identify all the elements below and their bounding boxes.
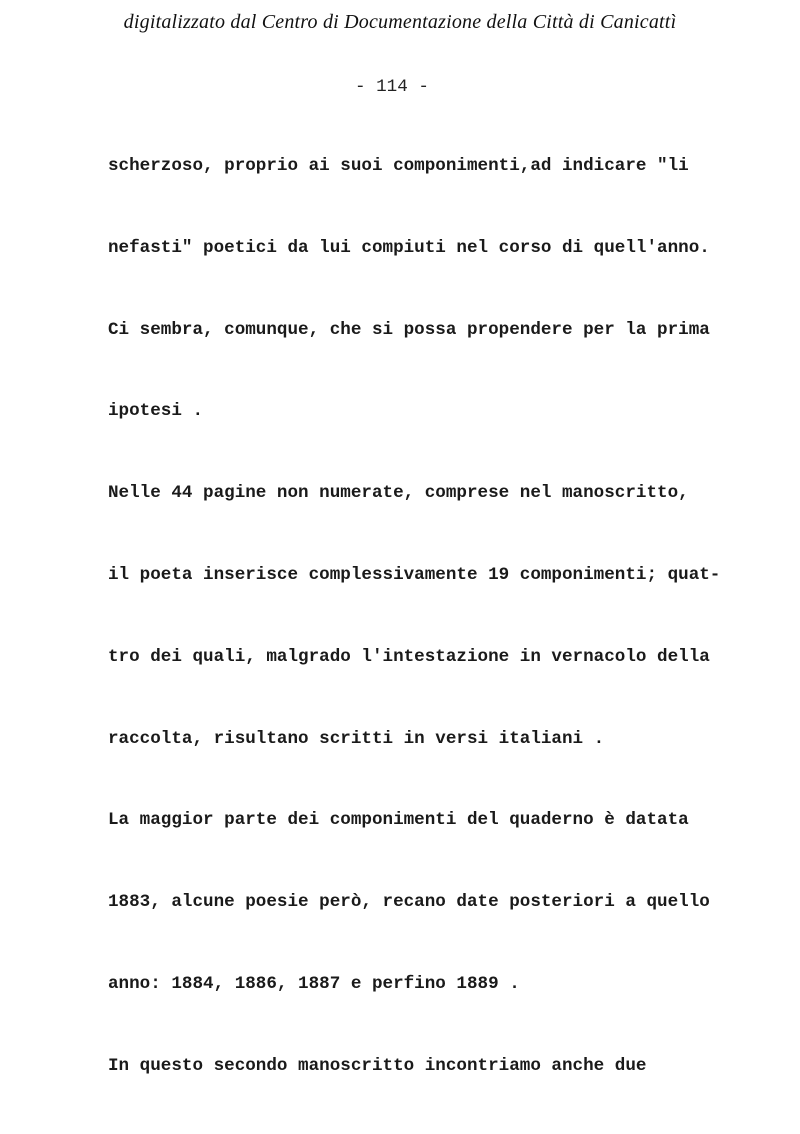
text-line: ipotesi . xyxy=(108,401,204,422)
text-line: 1883, alcune poesie però, recano date posteriori a quello xyxy=(108,892,710,913)
text-line: Nelle 44 pagine non numerate, comprese nel manoscritto, xyxy=(108,483,689,504)
body-text xyxy=(108,126,720,1108)
page-number: - 114 - xyxy=(355,77,429,97)
text-line: scherzoso, proprio ai suoi componimenti,ad indicare "li xyxy=(108,156,689,176)
text-line: In questo secondo manoscritto incontriamo anche due xyxy=(108,1055,647,1076)
text-line: il poeta inserisce complessivamente 19 componimenti; quat- xyxy=(108,564,721,585)
text-line: nefasti" poetici da lui compiuti nel corso di quell'anno. xyxy=(108,237,710,258)
digitization-watermark: digitalizzato dal Centro di Documentazione della Città di Canicattì xyxy=(123,11,677,33)
text-line: La maggior parte dei componimenti del quaderno è datata xyxy=(108,810,689,831)
text-line: tro dei quali, malgrado l'intestazione in vernacolo della xyxy=(108,646,710,667)
text-line: anno: 1884, 1886, 1887 e perfino 1889 . xyxy=(108,973,520,994)
text-line: Ci sembra, comunque, che si possa propendere per la prima xyxy=(108,319,710,340)
text-line: raccolta, risultano scritti in versi italiani . xyxy=(108,728,605,749)
